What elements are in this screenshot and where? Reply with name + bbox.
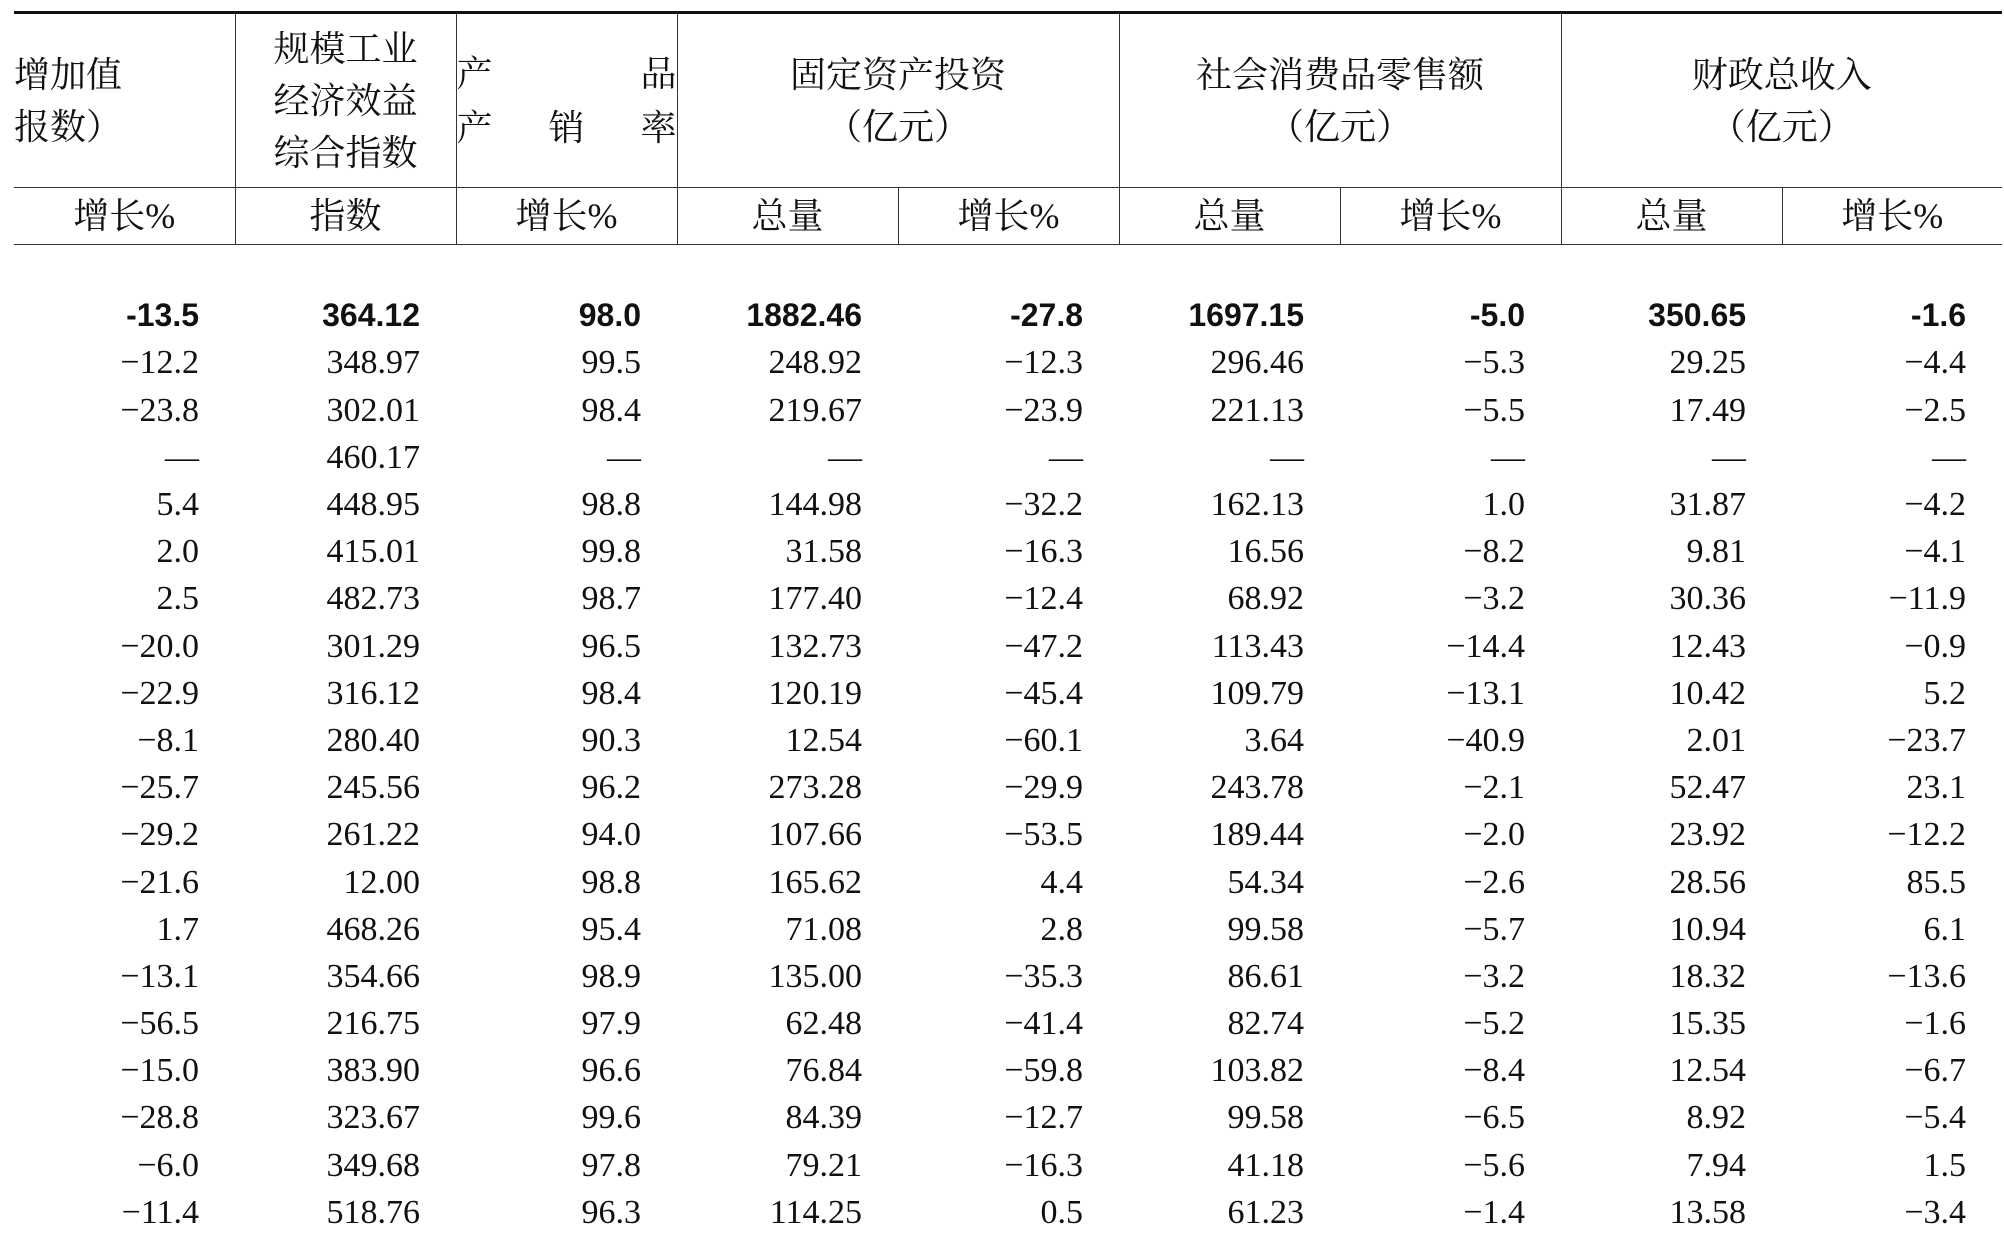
header-sales-rate-char: 销 <box>548 107 585 148</box>
table-cell: 29.25 <box>1669 344 1747 382</box>
table-cell: −21.6 <box>120 863 199 901</box>
table-row <box>14 1000 2002 1047</box>
table-cell: 82.74 <box>1227 1005 1305 1043</box>
table-row-total <box>14 292 2002 339</box>
table-cell: 8.92 <box>1686 1099 1747 1137</box>
table-row <box>14 623 2002 670</box>
table-cell: 3.64 <box>1244 721 1305 759</box>
table-cell: 216.75 <box>326 1005 420 1043</box>
table-cell: 144.98 <box>768 486 862 524</box>
table-row <box>14 670 2002 717</box>
table-row <box>14 575 2002 622</box>
table-cell: −8.2 <box>1463 533 1526 571</box>
table-cell: 7.94 <box>1686 1146 1747 1184</box>
table-cell: 1.5 <box>1923 1146 1967 1184</box>
table-cell: 12.43 <box>1669 627 1747 665</box>
header-sales-rate-char: 产 <box>456 107 493 148</box>
table-cell: −20.0 <box>120 627 199 665</box>
table-cell: −2.6 <box>1463 863 1526 901</box>
table-cell: −45.4 <box>1004 674 1084 712</box>
subheader-cell: 增长% <box>456 188 677 245</box>
table-cell: −35.3 <box>1004 957 1084 995</box>
table-cell: 10.94 <box>1669 910 1747 948</box>
table-cell: −13.1 <box>1446 674 1526 712</box>
table-cell: 71.08 <box>785 910 862 948</box>
table-cell: 364.12 <box>322 297 420 334</box>
header-row-units <box>14 188 2002 245</box>
table-cell: 98.7 <box>581 580 641 618</box>
table-cell: −5.4 <box>1904 1099 1967 1137</box>
table-row <box>14 1142 2002 1189</box>
table-cell: −5.7 <box>1463 910 1526 948</box>
header-value-added-line2: 报数） <box>14 106 123 147</box>
table-cell: 468.26 <box>326 910 420 948</box>
table-cell: −32.2 <box>1004 486 1084 524</box>
table-cell: −6.0 <box>137 1146 199 1184</box>
table-cell: 301.29 <box>326 627 420 665</box>
table-cell: −13.1 <box>120 957 199 995</box>
table-cell: −13.6 <box>1887 957 1967 995</box>
table-cell: — <box>1712 438 1747 476</box>
header-fixed-asset-unit: （亿元） <box>826 106 971 147</box>
table-cell: 245.56 <box>326 769 420 807</box>
table-cell: −56.5 <box>120 1005 199 1043</box>
header-value-added <box>14 13 235 188</box>
header-industrial-index-line3: 综合指数 <box>273 132 418 173</box>
table-cell: 61.23 <box>1227 1193 1305 1231</box>
table-cell: 62.48 <box>785 1005 862 1043</box>
table-cell: −12.7 <box>1004 1099 1084 1137</box>
table-cell: 97.8 <box>581 1146 641 1184</box>
table-cell: −2.5 <box>1904 391 1967 429</box>
table-cell: 31.58 <box>785 533 862 571</box>
table-cell: 109.79 <box>1210 674 1305 712</box>
table-cell: 1.7 <box>156 910 199 948</box>
table-cell: 98.0 <box>578 297 641 334</box>
table-cell: 52.47 <box>1669 769 1747 807</box>
header-sales-rate <box>456 13 677 188</box>
table-row <box>14 1094 2002 1141</box>
table-cell: −47.2 <box>1004 627 1084 665</box>
table-cell: 76.84 <box>785 1052 862 1090</box>
table-cell: 0.5 <box>1040 1193 1084 1231</box>
table-cell: 98.8 <box>581 486 641 524</box>
table-cell: 518.76 <box>326 1193 420 1231</box>
table-cell: −12.3 <box>1004 344 1084 382</box>
table-cell: −16.3 <box>1004 1146 1084 1184</box>
table-cell: −5.3 <box>1463 344 1526 382</box>
table-cell: 96.5 <box>581 627 641 665</box>
table-cell: −3.2 <box>1463 580 1526 618</box>
table-row <box>14 434 2002 481</box>
table-cell: -5.0 <box>1469 297 1526 334</box>
table-cell: −4.1 <box>1904 533 1967 571</box>
header-gap-cell <box>14 245 2002 293</box>
table-cell: 99.8 <box>581 533 641 571</box>
table-cell: 23.1 <box>1906 769 1967 807</box>
table-cell: −12.2 <box>120 344 199 382</box>
table-cell: −11.4 <box>121 1193 199 1231</box>
header-row-groups <box>14 13 2002 188</box>
header-retail-unit: （亿元） <box>1268 106 1413 147</box>
table-cell: 99.6 <box>581 1099 641 1137</box>
table-cell: 31.87 <box>1669 486 1747 524</box>
table-cell: 54.34 <box>1227 863 1305 901</box>
table-cell: 12.54 <box>1669 1052 1747 1090</box>
table-cell: −29.2 <box>120 816 199 854</box>
table-cell: -1.6 <box>1910 297 1967 334</box>
table-cell: −40.9 <box>1446 721 1526 759</box>
table-cell: 460.17 <box>326 438 420 476</box>
table-cell: 162.13 <box>1210 486 1305 524</box>
table-cell: 302.01 <box>326 391 420 429</box>
subheader-cell: 增长% <box>14 188 235 245</box>
table-cell: — <box>1270 438 1305 476</box>
table-cell: 85.5 <box>1906 863 1967 901</box>
economic-indicators-table <box>14 11 2002 1236</box>
table-cell: -27.8 <box>1010 297 1084 334</box>
table-cell: 1697.15 <box>1188 297 1305 334</box>
header-sales-rate-line2 <box>457 101 677 155</box>
table-cell: 448.95 <box>326 486 420 524</box>
table-cell: 219.67 <box>768 391 862 429</box>
table-cell: 114.25 <box>769 1193 862 1231</box>
table-cell: −11.9 <box>1888 580 1967 618</box>
table-cell: −6.5 <box>1463 1099 1526 1137</box>
table-cell: — <box>1049 438 1084 476</box>
table-cell: 79.21 <box>785 1146 862 1184</box>
table-cell: 1.0 <box>1482 486 1526 524</box>
header-fiscal-title: 财政总收入 <box>1691 54 1872 95</box>
table-cell: −3.2 <box>1463 957 1526 995</box>
table-cell: 41.18 <box>1227 1146 1305 1184</box>
table-cell: 68.92 <box>1227 580 1305 618</box>
table-cell: 9.81 <box>1686 533 1747 571</box>
table-cell: 5.4 <box>156 486 199 524</box>
table-cell: 98.8 <box>581 863 641 901</box>
table-cell: — <box>165 438 199 476</box>
table-cell: 349.68 <box>326 1146 420 1184</box>
header-sales-rate-line1 <box>457 47 677 101</box>
header-sales-rate-char: 率 <box>640 107 677 148</box>
table-cell: 323.67 <box>326 1099 420 1137</box>
table-cell: — <box>828 438 862 476</box>
table-cell: 2.01 <box>1686 721 1747 759</box>
table-cell: −3.4 <box>1904 1193 1967 1231</box>
table-cell: −6.7 <box>1904 1052 1967 1090</box>
table-cell: 86.61 <box>1227 957 1305 995</box>
table-cell: 95.4 <box>581 910 641 948</box>
table-cell: 4.4 <box>1040 863 1084 901</box>
table-cell: 12.00 <box>343 863 420 901</box>
table-cell: 17.49 <box>1669 391 1747 429</box>
table-cell: 97.9 <box>581 1005 641 1043</box>
table-cell: 98.9 <box>581 957 641 995</box>
table-cell: 165.62 <box>768 863 862 901</box>
table-cell: −8.4 <box>1463 1052 1526 1090</box>
header-retail <box>1119 13 1561 188</box>
subheader-cell: 增长% <box>1340 188 1561 245</box>
header-sales-rate-char: 产 <box>456 53 493 94</box>
table-row <box>14 953 2002 1000</box>
table-cell: 348.97 <box>326 344 420 382</box>
table-cell: −16.3 <box>1004 533 1084 571</box>
table-cell: −25.7 <box>120 769 199 807</box>
header-fiscal <box>1561 13 2002 188</box>
table-cell: 350.65 <box>1648 297 1747 334</box>
table-cell: 1882.46 <box>746 297 862 334</box>
table-row <box>14 858 2002 905</box>
table-cell: 98.4 <box>581 674 641 712</box>
table-cell: −1.4 <box>1463 1193 1526 1231</box>
table-cell: -13.5 <box>126 297 199 334</box>
table-cell: 94.0 <box>581 816 641 854</box>
table-cell: 30.36 <box>1669 580 1747 618</box>
table-cell: 96.6 <box>581 1052 641 1090</box>
table-cell: −5.2 <box>1463 1005 1526 1043</box>
header-retail-title: 社会消费品零售额 <box>1196 54 1485 95</box>
table-cell: 120.19 <box>768 674 862 712</box>
table-cell: 248.92 <box>768 344 862 382</box>
table-cell: 15.35 <box>1669 1005 1747 1043</box>
table-cell: 113.43 <box>1211 627 1305 665</box>
header-sales-rate-char: 品 <box>640 53 677 94</box>
table-row <box>14 1189 2002 1236</box>
table-cell: −23.7 <box>1887 721 1967 759</box>
table-cell: 99.5 <box>581 344 641 382</box>
table-cell: −12.4 <box>1004 580 1084 618</box>
table-cell: 107.66 <box>768 816 862 854</box>
table-row <box>14 1047 2002 1094</box>
table-cell: −2.1 <box>1463 769 1526 807</box>
table-row <box>14 811 2002 858</box>
table-cell: 5.2 <box>1923 674 1967 712</box>
table-cell: −14.4 <box>1446 627 1526 665</box>
table-row <box>14 528 2002 575</box>
table-cell: 84.39 <box>785 1099 862 1137</box>
header-industrial-index-line2: 经济效益 <box>273 80 418 121</box>
table-cell: 98.4 <box>581 391 641 429</box>
table-cell: 2.5 <box>156 580 199 618</box>
table-cell: 103.82 <box>1210 1052 1305 1090</box>
table-cell: 2.0 <box>156 533 199 571</box>
table-cell: 354.66 <box>326 957 420 995</box>
header-fixed-asset <box>677 13 1119 188</box>
table-cell: −0.9 <box>1904 627 1967 665</box>
table-row <box>14 387 2002 434</box>
table-cell: −28.8 <box>120 1099 199 1137</box>
table-row <box>14 764 2002 811</box>
table-cell: −5.5 <box>1463 391 1526 429</box>
subheader-cell: 增长% <box>898 188 1119 245</box>
table-cell: 23.92 <box>1669 816 1747 854</box>
table-cell: −29.9 <box>1004 769 1084 807</box>
table-cell: 99.58 <box>1227 1099 1305 1137</box>
table-cell: 16.56 <box>1227 533 1305 571</box>
table-cell: 10.42 <box>1669 674 1747 712</box>
table-cell: 18.32 <box>1669 957 1747 995</box>
table-cell: −53.5 <box>1004 816 1084 854</box>
table-cell: −12.2 <box>1887 816 1967 854</box>
subheader-cell: 指数 <box>235 188 456 245</box>
header-gap <box>14 245 2002 293</box>
table-cell: 28.56 <box>1669 863 1747 901</box>
table-cell: 6.1 <box>1923 910 1967 948</box>
header-value-added-line1: 增加值 <box>14 54 123 95</box>
table-cell: −4.2 <box>1904 486 1967 524</box>
table-cell: −8.1 <box>137 721 199 759</box>
subheader-cell: 总量 <box>1561 188 1782 245</box>
table-cell: −15.0 <box>120 1052 199 1090</box>
table-cell: −1.6 <box>1904 1005 1967 1043</box>
table-cell: 96.2 <box>581 769 641 807</box>
table-row <box>14 481 2002 528</box>
table-cell: 261.22 <box>326 816 420 854</box>
header-fixed-asset-title: 固定资产投资 <box>790 54 1007 95</box>
table-cell: −5.6 <box>1463 1146 1526 1184</box>
subheader-cell: 总量 <box>677 188 898 245</box>
table-cell: 96.3 <box>581 1193 641 1231</box>
table-cell: 177.40 <box>768 580 862 618</box>
table-cell: 132.73 <box>768 627 862 665</box>
header-industrial-index-line1: 规模工业 <box>273 28 418 69</box>
header-fiscal-unit: （亿元） <box>1709 106 1854 147</box>
subheader-cell: 增长% <box>1782 188 2002 245</box>
table-cell: 13.58 <box>1669 1193 1747 1231</box>
table-cell: — <box>1932 438 1967 476</box>
header-industrial-index <box>235 13 456 188</box>
table-cell: 90.3 <box>581 721 641 759</box>
table-cell: 135.00 <box>768 957 862 995</box>
table-cell: 2.8 <box>1040 910 1084 948</box>
table-cell: 280.40 <box>326 721 420 759</box>
table-cell: −59.8 <box>1004 1052 1084 1090</box>
table-cell: 383.90 <box>326 1052 420 1090</box>
table-cell: 221.13 <box>1210 391 1305 429</box>
table-cell: −2.0 <box>1463 816 1526 854</box>
table-row <box>14 339 2002 386</box>
table-cell: 316.12 <box>326 674 420 712</box>
table-cell: 12.54 <box>785 721 862 759</box>
table-cell: — <box>1491 438 1526 476</box>
table-cell: 273.28 <box>768 769 862 807</box>
table-cell: 482.73 <box>326 580 420 618</box>
table-cell: −23.9 <box>1004 391 1084 429</box>
table-cell: 99.58 <box>1227 910 1305 948</box>
table-cell: −4.4 <box>1904 344 1967 382</box>
table-cell: 296.46 <box>1210 344 1305 382</box>
table-cell: 415.01 <box>326 533 420 571</box>
table-cell: −60.1 <box>1004 721 1084 759</box>
table-row <box>14 717 2002 764</box>
table-cell: −23.8 <box>120 391 199 429</box>
table-cell: −41.4 <box>1004 1005 1084 1043</box>
table-body <box>14 245 2002 1236</box>
table-row <box>14 906 2002 953</box>
table-cell: 189.44 <box>1210 816 1305 854</box>
table-cell: 243.78 <box>1210 769 1305 807</box>
table-cell: — <box>607 438 641 476</box>
subheader-cell: 总量 <box>1119 188 1340 245</box>
table-cell: −22.9 <box>120 674 199 712</box>
